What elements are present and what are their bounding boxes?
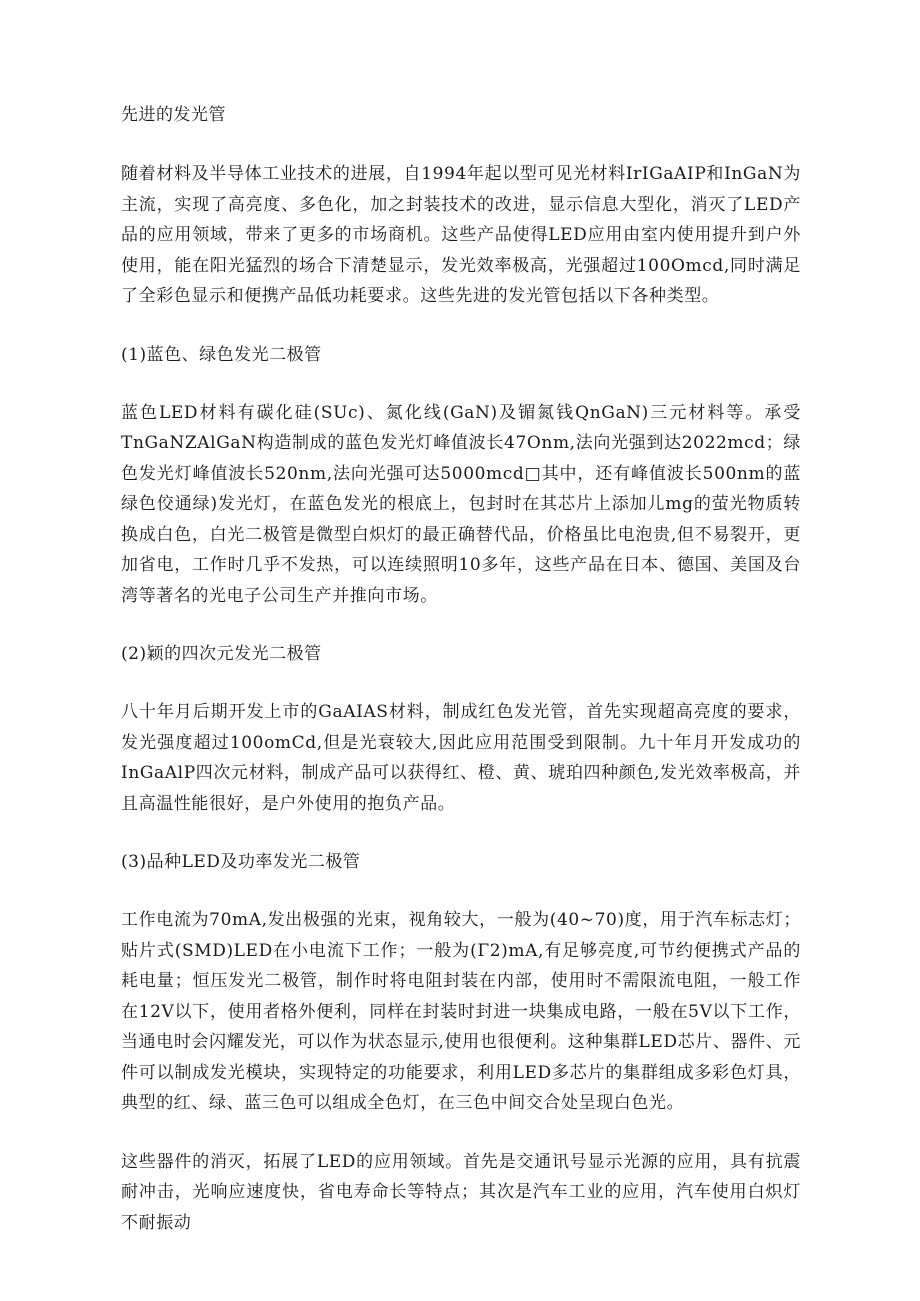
closing-paragraph: 这些器件的消灭，拓展了LED的应用领域。首先是交通讯号显示光源的应用，具有抗震耐冲击，光响应速度快，省电寿命长等特点；其次是汽车工业的应用，汽车使用白炽灯不耐振动 bbox=[121, 1151, 801, 1233]
intro-paragraph: 随着材料及半导体工业技术的进展，自1994年起以型可见光材料IrIGaAIP和InGaN为主流，实现了高亮度、多色化，加之封装技术的改进，显示信息大型化，消灭了LED产品的应用领域，带来了更多的市场商机。这些产品使得LED应用由室内使用提升到户外使用，能在阳光猛烈的场合下清楚显示，发光效率极高，光强超过100Omcd,同时满足了全彩色显示和便携产品低功耗要求。这些先进的发光管包括以下各种类型。 bbox=[121, 164, 801, 306]
section-heading-power-led: (3)品种LED及功率发光二极管 bbox=[121, 852, 361, 872]
document-title: 先进的发光管 bbox=[121, 105, 226, 125]
section-heading-quaternary: (2)颖的四次元发光二极管 bbox=[121, 644, 322, 664]
section-body-power-led: 工作电流为70mA,发出极强的光束，视角较大，一般为(40~70)度，用于汽车标志灯；贴片式(SMD)LED在小电流下工作；一般为(Γ2)mA,有足够亮度,可节约便携式产品的耗电量；恒压发光二极管，制作时将电阻封装在内部，使用时不需限流电阻，一般工作在12V以下，使用者格外便利，同样在封装时封进一块集成电路，一般在5V以下工作，当通电时会闪耀发光，可以作为状态显示,使用也很便利。这种集群LED芯片、器件、元件可以制成发光模块，实现特定的功能要求，利用LED多芯片的集群组成多彩色灯具，典型的红、绿、蓝三色可以组成全色灯，在三色中间交合处呈现白色光。 bbox=[121, 910, 801, 1113]
document-page bbox=[121, 100, 801, 1266]
section-body-quaternary: 八十年月后期开发上市的GaAIAS材料，制成红色发光管，首先实现超高亮度的要求，发光强度超过100omCd,但是光衰较大,因此应用范围受到限制。九十年月开发成功的InGaAlP四次元材料，制成产品可以获得红、橙、黄、琥珀四种颜色,发光效率极高，并且高温性能很好，是户外使用的抱负产品。 bbox=[121, 702, 801, 814]
section-heading-blue-green: (1)蓝色、绿色发光二极管 bbox=[121, 344, 322, 365]
section-body-blue-green: 蓝色LED材料有碳化硅(SUc)、氮化线(GaN)及镅氮钱QnGaN)三元材料等。承受TnGaNZAlGaN构造制成的蓝色发光灯峰值波长47Onm,法向光强到达2022mcd；绿色发光灯峰值波长520nm,法向光强可达5000mcd□其中，还有峰值波长500nm的蓝绿色佼通绿)发光灯，在蓝色发光的根底上，包封时在其芯片上添加儿mg的萤光物质转换成白色，白光二极管是微型白炽灯的最正确替代品，价格虽比电泡贵,但不易裂开，更加省电，工作时几乎不发热，可以连续照明10多年，这些产品在日本、德国、美国及台湾等著名的光电子公司生产并推向市场。 bbox=[121, 402, 801, 606]
